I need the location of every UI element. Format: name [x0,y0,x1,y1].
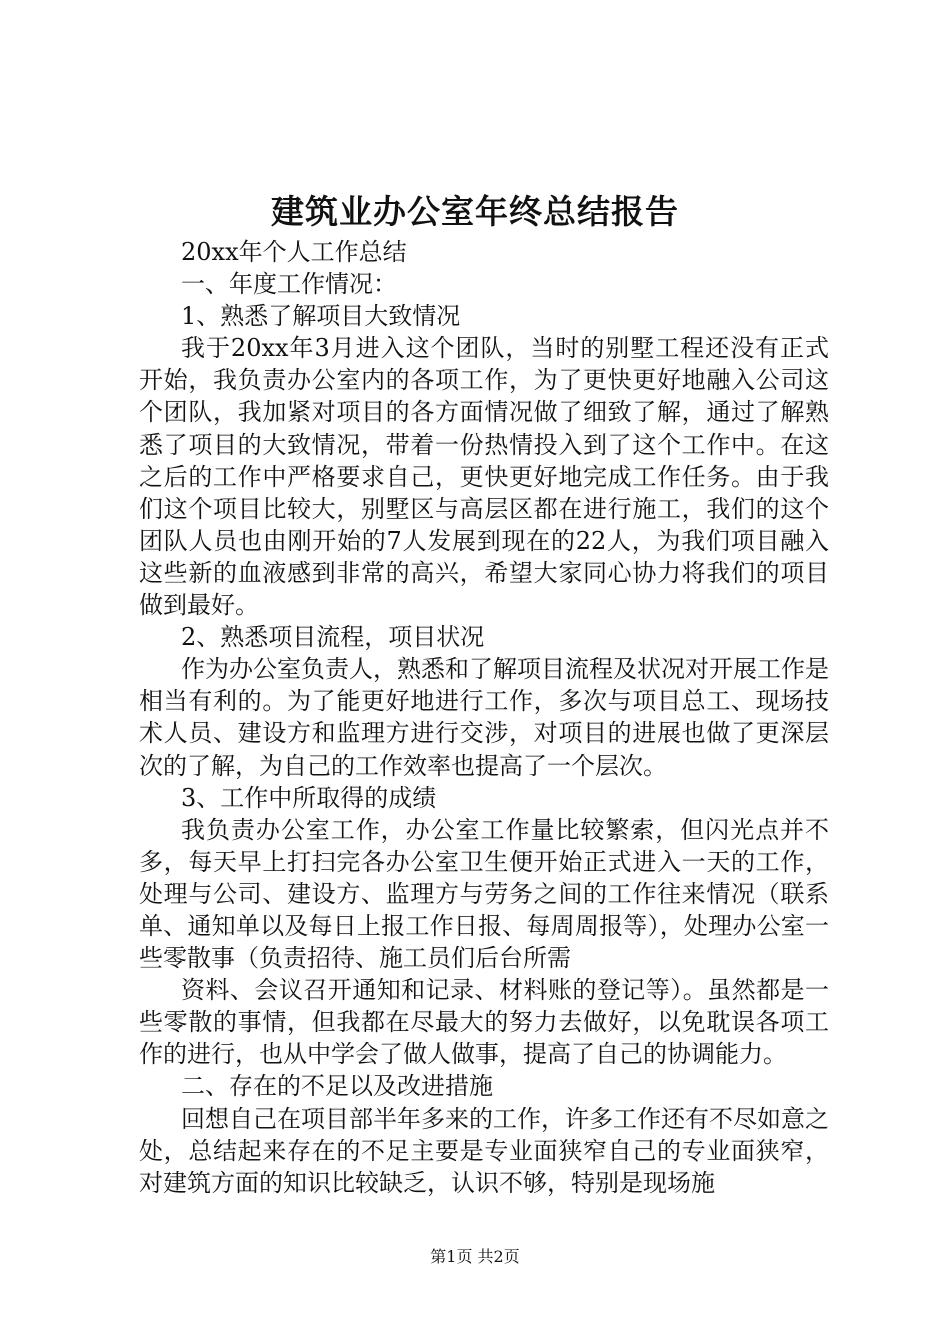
paragraph: 我于20xx年3月进入这个团队，当时的别墅工程还没有正式开始，我负责办公室内的各项工作，为了更快更好地融入公司这个团队，我加紧对项目的各方面情况做了细致了解，通过了解熟悉了项目的大致情况，带着一份热情投入到了这个工作中。在这之后的工作中严格要求自己，更快更好地完成工作任务。由于我们这个项目比较大，别墅区与高层区都在进行施工，我们的这个团队人员也由刚开始的7人发展到现在的22人，为我们项目融入这些新的血液感到非常的高兴，希望大家同心协力将我们的项目做到最好。 [139,334,829,620]
paragraph-heading: 20xx年个人工作总结 [181,238,407,266]
document-body [139,236,829,1199]
document-title: 建筑业办公室年终总结报告 [271,192,679,231]
section-heading: 一、年度工作情况： [181,270,397,299]
paragraph: 作为办公室负责人，熟悉和了解项目流程及状况对开展工作是相当有利的。为了能更好地进行工作，多次与项目总工、现场技术人员、建设方和监理方进行交涉，对项目的进展也做了更深层次的了解，为自己的工作效率也提高了一个层次。 [139,655,829,780]
subsection-heading: 2、熟悉项目流程，项目状况 [181,623,485,652]
paragraph: 资料、会议召开通知和记录、材料账的登记等）。虽然都是一些零散的事情，但我都在尽最大的努力去做好，以免耽误各项工作的进行，也从中学会了做人做事，提高了自己的协调能力。 [139,976,829,1069]
paragraph: 我负责办公室工作，办公室工作量比较繁索，但闪光点并不多，每天早上打扫完各办公室卫生便开始正式进入一天的工作，处理与公司、建设方、监理方与劳务之间的工作往来情况（联系单、通知单以及每日上报工作日报、每周周报等），处理办公室一些零散事（负责招待、施工员们后台所需 [139,815,829,973]
section-heading: 二、存在的不足以及改进措施 [181,1072,493,1101]
paragraph: 回想自己在项目部半年多来的工作，许多工作还有不尽如意之处，总结起来存在的不足主要是专业面狭窄自己的专业面狭窄，对建筑方面的知识比较缺乏，认识不够，特别是现场施 [139,1104,829,1197]
page-number: 第1页 共2页 [430,1247,520,1266]
subsection-heading: 3、工作中所取得的成绩 [181,783,437,812]
subsection-heading: 1、熟悉了解项目大致情况 [181,302,461,331]
